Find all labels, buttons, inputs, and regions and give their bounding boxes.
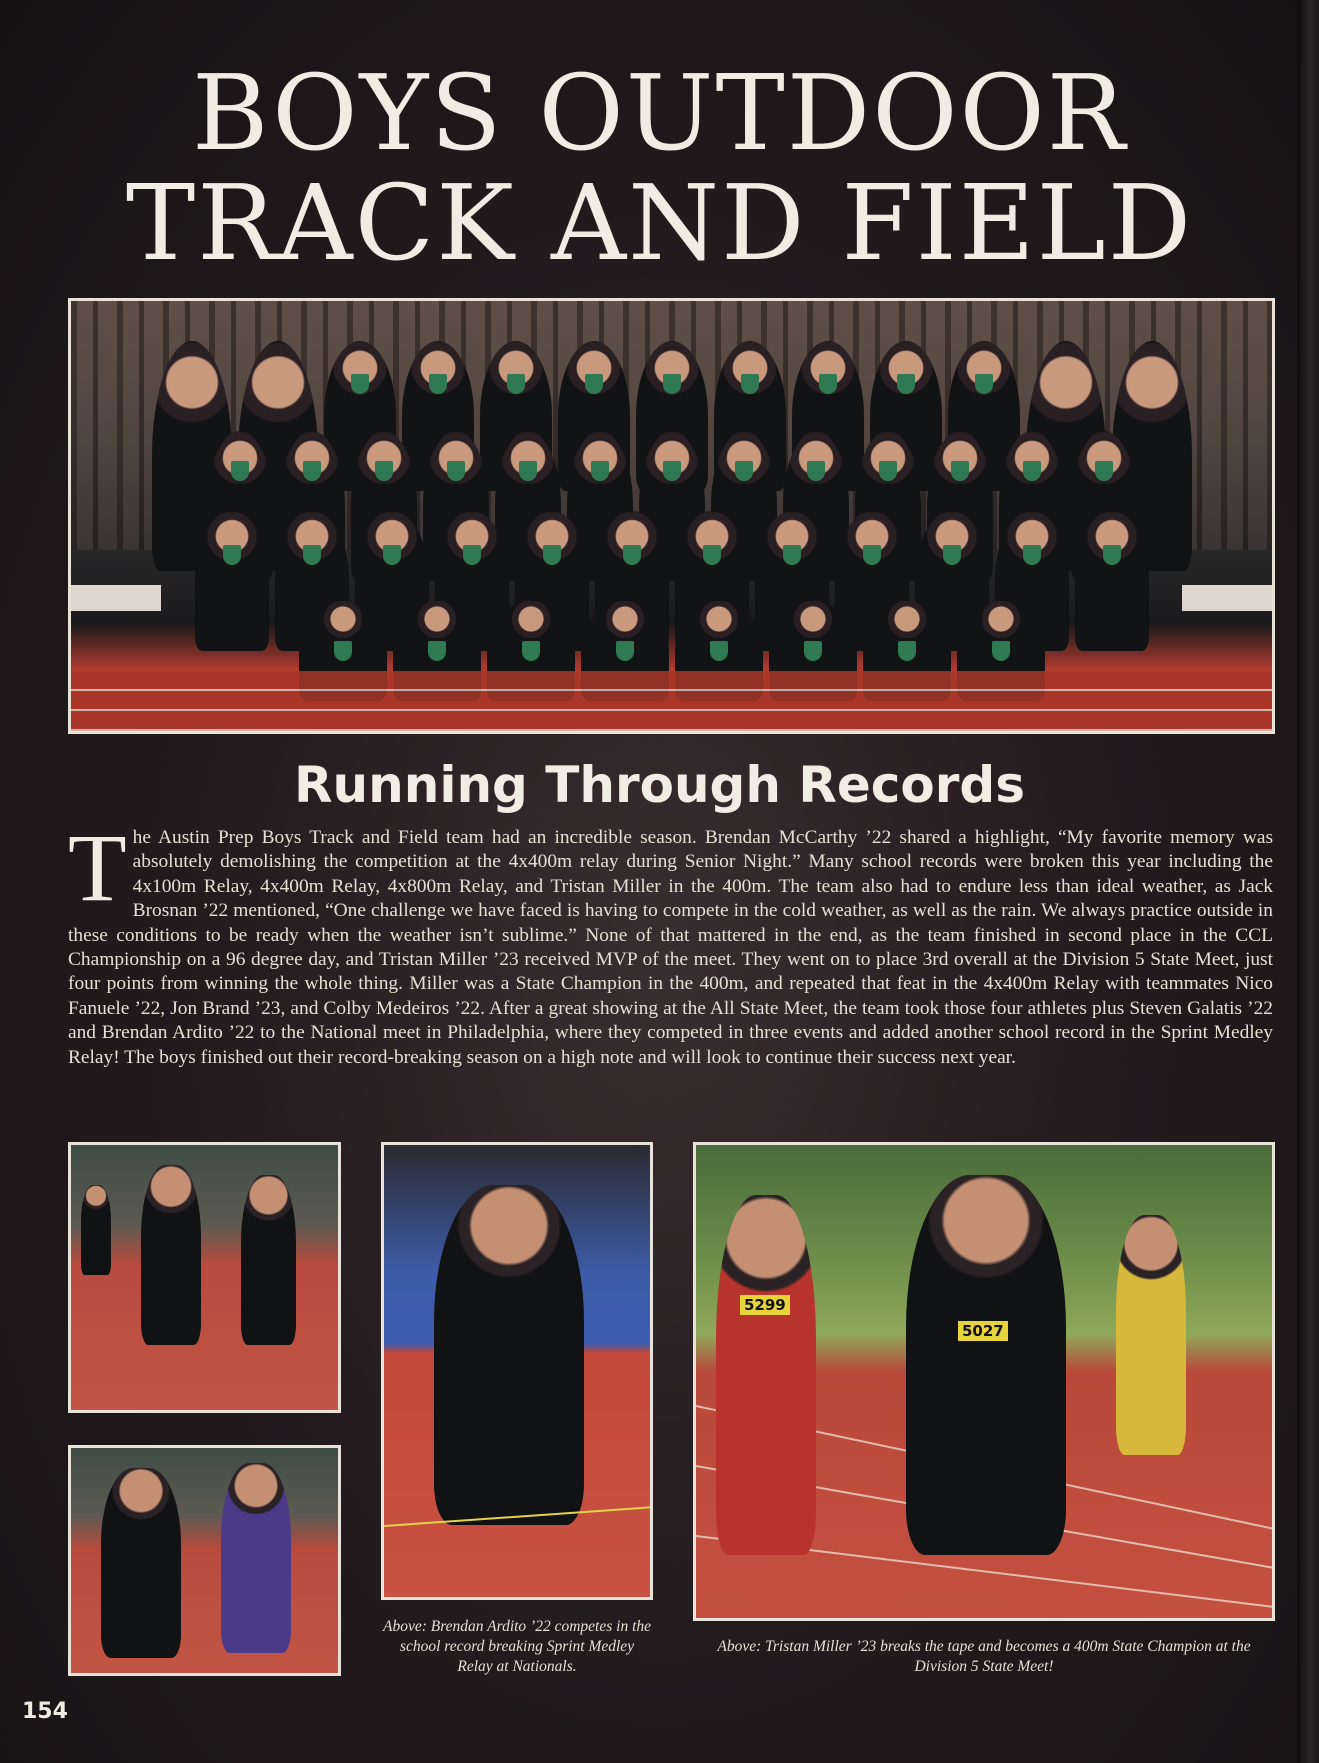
photo-relay-runner	[381, 1142, 653, 1600]
runner	[906, 1175, 1066, 1555]
runner	[81, 1185, 111, 1275]
track-surface	[71, 671, 1272, 731]
page-title-line-2: TRACK AND FIELD	[125, 162, 1194, 284]
race-bib: 5299	[740, 1295, 790, 1315]
runner	[241, 1175, 296, 1345]
race-bib: 5027	[958, 1321, 1008, 1341]
page-title-line-1: BOYS OUTDOOR	[191, 52, 1128, 174]
runner	[716, 1195, 816, 1555]
runner	[221, 1463, 291, 1653]
photo-caption: Above: Brendan Ardito ’22 competes in the school record breaking Sprint Medley Relay at Nationals.	[382, 1618, 652, 1675]
photo-caption: Above: Tristan Miller ’23 breaks the tape and becomes a 400m State Champion at the Division 5 State Meet!	[717, 1638, 1251, 1675]
drop-cap: T	[68, 814, 127, 921]
runner	[1116, 1215, 1186, 1455]
photo-state-meet-finish	[693, 1142, 1275, 1621]
page-number: 154	[22, 1699, 68, 1724]
runner	[101, 1468, 181, 1658]
article-body-text: he Austin Prep Boys Track and Field team had an incredible season. Brendan McCarthy ’22 shared a highlight, “My favorite memory was absolutely demolishing the competition at the 4x400m relay during Senior Night.” Many school records were broken this year including the 4x100m Relay, 4x400m Relay, 4x800m Relay, and Tristan Miller in the 400m. The team also had to endure less than ideal weather, as Jack Brosnan ’22 mentioned, “One challenge we have faced is having to compete in the cold weather, as well as the rain. We always practice outside in these conditions to be ready when the weather isn’t sublime.” None of that mattered in the end, as the team finished in second place in the CCL Championship on a 96 degree day, and Tristan Miller ’23 received MVP of the meet. They went on to place 3rd overall at the Division 5 State Meet, just four points from winning the whole thing. Miller was a State Champion in the 400m, and repeated that feat in the 4x400m Relay with teammates Nico Fanuele ’22, Jon Brand ’23, and Colby Medeiros ’22. After a great showing at the All State Meet, the team took those four athletes plus Steven Galatis ’22 and Brendan Ardito ’22 to the National meet in Philadelphia, where they competed in three events and added another school record in the Sprint Medley Relay! The boys finished out their record-breaking season on a high note and will look to continue their success next year.	[68, 827, 1273, 1068]
team-group-photo	[68, 298, 1275, 734]
runner	[141, 1165, 201, 1345]
article-body	[68, 814, 1273, 1070]
article-subtitle: Running Through Records	[294, 756, 1025, 814]
photo-two-runners	[68, 1142, 341, 1413]
runner	[434, 1185, 584, 1525]
photo-race-finish	[68, 1445, 341, 1676]
